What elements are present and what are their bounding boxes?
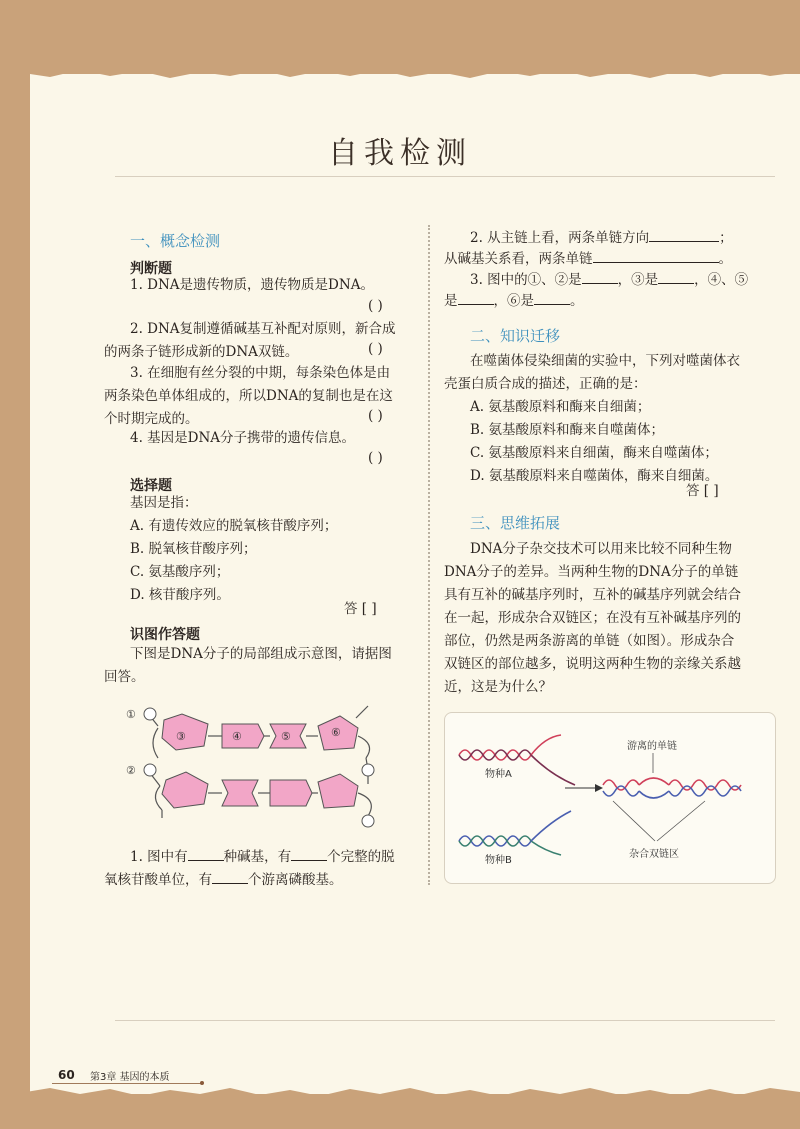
choice-option-d: D. 核苷酸序列。 [130,587,230,603]
fill-text: 氧核苷酸单位，有 [104,872,212,888]
title-divider [115,176,775,177]
fill-question-1-line-2 [104,869,343,892]
hybridization-figure [444,712,776,884]
question-1: 1. DNA是遗传物质，遗传物质是DNA。 [130,277,374,293]
fill-text: 个游离磷酸基。 [248,872,343,888]
answer-blank[interactable] [534,292,570,305]
column-divider [428,225,430,885]
diagram-label-2: ② [126,764,136,777]
species-a-label: 物种A [485,769,512,780]
transfer-option-d: D. 氨基酸原料来自噬菌体，酶来自细菌。 [470,468,719,484]
question-2-line-2: 的两条子链形成新的DNA双链。 [104,344,299,360]
footer-dot [200,1081,204,1085]
subheading-diagram: 识图作答题 [130,627,200,643]
thinking-line-3: 具有互补的碱基序列时，互补的碱基序列就会结合 [444,587,741,603]
fill-text: ，④、⑤ [694,272,749,288]
fill-question-2-line-1: 2. 从主链上看，两条单链方向 ； [470,230,733,246]
diagram-label-3: ③ [176,730,186,743]
answer-blank[interactable] [649,229,719,242]
section-heading-concept: 一、概念检测 [130,232,221,250]
thinking-line-6: 双链区的部位越多，说明这两种生物的亲缘关系越 [444,656,741,672]
answer-blank[interactable] [188,848,224,861]
diagram-label-5: ⑤ [281,730,291,743]
transfer-option-b: B. 氨基酸原料和酶来自噬菌体； [470,422,665,438]
thinking-line-4: 在一起，形成杂合双链区；在没有互补碱基序列的 [444,610,741,626]
question-2-line-1: 2. DNA复制遵循碱基互补配对原则，新合成 [130,321,396,337]
page-title: 自我检测 [328,136,472,171]
base-shape [270,780,312,806]
thinking-line-5: 部位，仍然是两条游离的单链（如图）。形成杂合 [444,633,735,649]
dna-structure-diagram [118,698,388,828]
choice-option-c: C. 氨基酸序列； [130,564,230,580]
fill-question-3-line-1 [470,269,748,292]
answer-paren-3: ( ) [368,408,383,424]
answer-blank[interactable] [593,250,719,263]
answer-paren-1: ( ) [368,298,383,314]
fill-text: ，⑥是 [493,293,534,309]
footer-divider [115,1020,775,1021]
hybrid-region-label: 杂合双链区 [629,849,679,860]
phosphate-circle [144,708,156,720]
diagram-label-6: ⑥ [331,726,341,739]
footer-line [52,1083,202,1084]
answer-bracket-2: 答 [ ] [686,483,719,499]
fill-question-2-line-2: 从碱基关系看，两条单链 。 [444,251,732,267]
answer-bracket-1: 答 [ ] [344,601,377,617]
torn-edge-bottom [0,1080,800,1110]
question-4: 4. 基因是DNA分子携带的遗传信息。 [130,430,356,446]
base-shape [222,780,258,806]
phosphate-circle [362,764,374,776]
thinking-line-7: 近，这是为什么？ [444,679,552,695]
diagram-label-1: ① [126,708,136,721]
choice-question: 基因是指： [130,495,198,511]
fill-text: 是 [444,293,458,309]
fill-question-3-line-2: 是 ，⑥是 。 [444,293,584,309]
diagram-label-4: ④ [232,730,242,743]
transfer-line-2: 壳蛋白质合成的描述，正确的是： [444,376,647,392]
diagram-question-line-1: 下图是DNA分子的局部组成示意图，请据图 [130,646,392,662]
transfer-option-c: C. 氨基酸原料来自细菌，酶来自噬菌体； [470,445,718,461]
fill-text: 从碱基关系看，两条单链 [444,251,593,267]
choice-option-a: A. 有遗传效应的脱氧核苷酸序列； [130,518,338,534]
deoxyribose-pentagon [162,772,208,808]
thinking-line-1: DNA分子杂交技术可以用来比较不同种生物 [470,541,732,557]
chapter-title: 第3章 基因的本质 [90,1072,170,1083]
answer-paren-4: ( ) [368,450,383,466]
fill-text: ，③是 [617,272,659,288]
question-3-line-2: 两条染色单体组成的，所以DNA的复制也是在这 [104,388,393,404]
page-number: 60 [58,1068,75,1082]
choice-option-b: B. 脱氧核苷酸序列； [130,541,257,557]
answer-blank[interactable] [291,848,327,861]
thinking-line-2: DNA分子的差异。当两种生物的DNA分子的单链 [444,564,739,580]
section-heading-thinking: 三、思维拓展 [470,514,561,532]
transfer-line-1: 在噬菌体侵染细菌的实验中，下列对噬菌体衣 [470,353,740,369]
fill-question-1-line-1 [130,846,395,869]
answer-blank[interactable] [658,271,694,284]
fill-text: 1. 图中有 [130,849,188,865]
question-3-line-3: 个时期完成的。 [104,411,199,427]
species-b-label: 物种B [485,855,512,866]
phosphate-circle [362,815,374,827]
transfer-option-a: A. 氨基酸原料和酶来自细菌； [470,399,651,415]
diagram-question-line-2: 回答。 [104,669,145,685]
answer-paren-2: ( ) [368,341,383,357]
answer-blank[interactable] [212,871,248,884]
answer-blank[interactable] [458,292,494,305]
fill-text: 种碱基，有 [223,849,292,865]
question-3-line-1: 3. 在细胞有丝分裂的中期，每条染色体是由 [130,365,391,381]
phosphate-circle [144,764,156,776]
subheading-judge: 判断题 [130,261,172,277]
subheading-choice: 选择题 [130,478,172,494]
torn-edge-top [0,58,800,88]
hybridization-svg [445,713,775,883]
fill-text: 3. 图中的①、②是 [470,272,582,288]
free-strand-label: 游离的单链 [627,741,677,752]
deoxyribose-pentagon [318,774,358,808]
answer-blank[interactable] [582,271,618,284]
fill-text: 2. 从主链上看，两条单链方向 [470,230,650,246]
section-heading-transfer: 二、知识迁移 [470,327,561,345]
fill-text: 个完整的脱 [327,849,395,865]
base-shape [222,724,264,748]
